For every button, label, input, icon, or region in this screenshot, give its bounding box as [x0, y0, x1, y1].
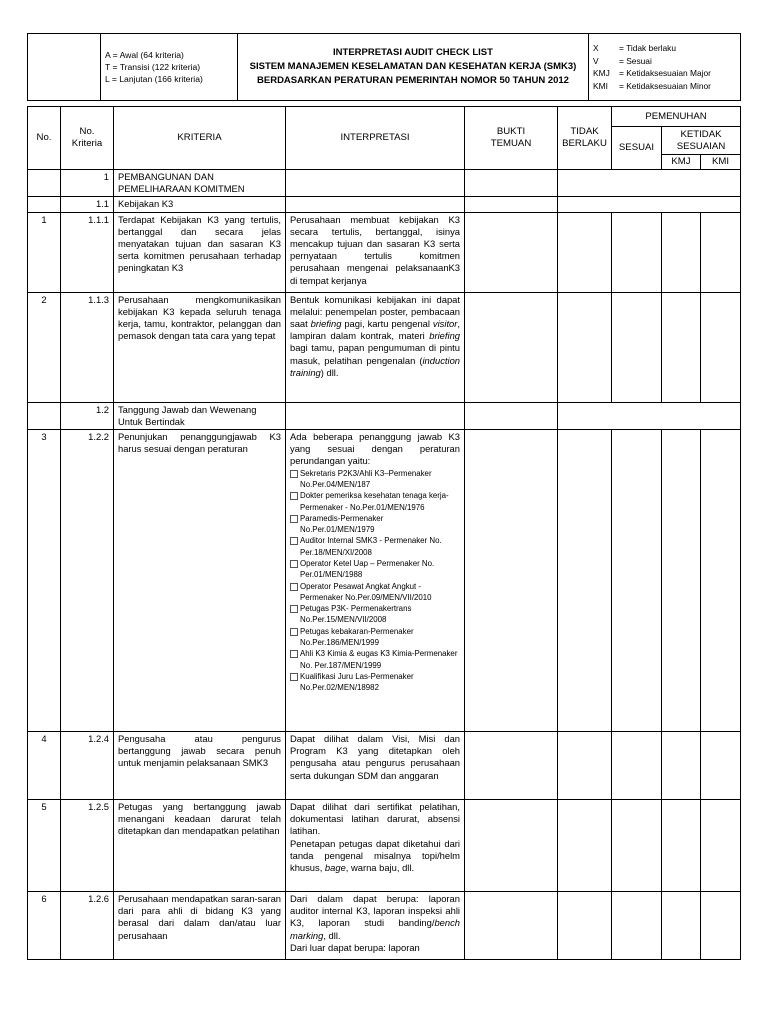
level-legend — [101, 34, 238, 101]
checkbox-icon — [290, 673, 298, 681]
col-ketidaksesuaian: KETIDAK SESUAIAN — [662, 127, 741, 155]
col-kriteria: KRITERIA — [114, 107, 286, 170]
list-item: Sekretaris P2K3/Ahli K3–Permenaker No.Per.04/MEN/187 — [290, 468, 460, 491]
header-box — [27, 33, 741, 101]
col-no: No. — [28, 107, 61, 170]
title-line-1: INTERPRETASI AUDIT CHECK LIST — [333, 47, 493, 58]
checkbox-icon — [290, 470, 298, 478]
legend-transisi: T = Transisi (122 kriteria) — [105, 62, 201, 72]
checkbox-icon — [290, 560, 298, 568]
checkbox-icon — [290, 650, 298, 658]
legend-kmj: KMJ = Ketidaksesuaian Major — [593, 68, 711, 78]
legend-kmi: KMI = Ketidaksesuaian Minor — [593, 80, 711, 91]
list-item: Operator Ketel Uap – Permenaker No. Per.01/MEN/1988 — [290, 558, 460, 581]
col-kmj: KMJ — [662, 155, 701, 170]
table-row: 4 1.2.4 Pengusaha atau pengurus bertanggung jawab secara penuh untuk menjamin pelaksanaan SMK3 Dapat dilihat dalam Visi, Misi dan Program K3 yang ditetapkan oleh pengusaha atau pengurus perusahaan serta dukungan SDM dan anggaran — [28, 732, 741, 800]
table-row: 1.2 Tanggung Jawab dan Wewenang Untuk Bertindak — [28, 402, 741, 429]
table-row: 2 1.1.3 Perusahaan mengkomunikasikan kebijakan K3 kepada seluruh tenaga kerja, tamu, kontraktor, pelanggan dan pemasok dengan tata cara yang tepat Bentuk komunikasi kebijakan ini dapat melalui: penempelan poster, pembacaan saat briefing pagi, kartu pengenal visitor, lampiran dalam kontrak, materi briefing bagi tamu, papan pengumuman di pintu masuk, pelatihan pengenalan (induction training) dll. — [28, 292, 741, 402]
list-item: Ahli K3 Kimia & eugas K3 Kimia-Permenaker No. Per.187/MEN/1999 — [290, 648, 460, 671]
col-no-kriteria: No. Kriteria — [61, 107, 114, 170]
list-item: Operator Pesawat Angkat Angkut - Permenaker No.Per.09/MEN/VII/2010 — [290, 581, 460, 604]
table-row: 1 1.1.1 Terdapat Kebijakan K3 yang tertulis, bertanggal dan secara jelas menyatakan tujuan dan sasaran K3 serta komitmen perusahaan terhadap peningkatan K3 Perusahaan membuat kebijakan K3 secara tertulis, bertanggal, isinya mencakup tujuan dan sasaran K3 serta pernyataan tertulis komitmen perusahaan mengenai pelaksanaanK3 di tempat kerjanya — [28, 212, 741, 292]
list-item: Kualifikasi Juru Las-Permenaker No.Per.02/MEN/18982 — [290, 671, 460, 694]
table-row: 1 PEMBANGUNAN DAN PEMELIHARAAN KOMITMEN — [28, 170, 741, 197]
table-row: 1.1 Kebijakan K3 — [28, 197, 741, 212]
checkbox-icon — [290, 605, 298, 613]
col-kmi: KMI — [701, 155, 741, 170]
checklist-table — [27, 106, 741, 960]
header-blank-cell — [28, 34, 101, 101]
interpretasi-cell: Dapat dilihat dari sertifikat pelatihan, dokumentasi latihan darurat, absensi latihan. Penetapan petugas dapat diketahui dari tanda pengenal misalnya topi/helm khusus, bage, warna baju, dll. — [286, 800, 465, 892]
legend-x: X = Tidak berlaku — [593, 43, 677, 53]
regulation-list — [290, 468, 460, 694]
list-item: Petugas P3K- Permenakertrans No.Per.15/MEN/VII/2008 — [290, 603, 460, 626]
checkbox-icon — [290, 537, 298, 545]
interpretasi-cell: Dari dalam dapat berupa: laporan auditor internal K3, laporan inspeksi ahli K3, laporan studi banding/bench marking, dll. Dari luar dapat berupa: laporan — [286, 892, 465, 960]
title-line-3: BERDASARKAN PERATURAN PEMERINTAH NOMOR 50 TAHUN 2012 — [257, 75, 569, 86]
interpretasi-cell: Ada beberapa penanggung jawab K3 yang sesuai dengan peraturan perundangan yaitu: Sekretaris P2K3/Ahli K3–Permenaker No.Per.04/MEN/187 Dokter pemeriksa kesehatan tenaga kerja-Permenaker - No.Per.01/MEN/1976 Paramedis-Permenaker No.Per.01/MEN/1979 Auditor Internal SMK3 - Permenaker No. Per.18/MEN/XI/2008 Operator Ketel Uap – Permenaker No. Per.01/MEN/1988 Operator Pesawat Angkat Angkut - Permenaker No.Per.09/MEN/VII/2010 Petugas P3K- Permenakertrans No.Per.15/MEN/VII/2008 Petugas kebakaran-Permenaker No.Per.186/MEN/1999 Ahli K3 Kimia & eugas K3 Kimia-Permenaker No. Per.187/MEN/1999 Kualifikasi Juru Las-Permenaker No.Per.02/MEN/18982 — [286, 430, 465, 732]
title-line-2: SISTEM MANAJEMEN KESELAMATAN DAN KESEHATAN KERJA (SMK3) — [249, 61, 577, 72]
checkbox-icon — [290, 628, 298, 636]
checkbox-icon — [290, 492, 298, 500]
legend-v: V = Sesuai — [593, 55, 652, 66]
interpretasi-cell: Bentuk komunikasi kebijakan ini dapat melalui: penempelan poster, pembacaan saat briefing pagi, kartu pengenal visitor, lampiran dalam kontrak, materi briefing bagi tamu, papan pengumuman di pintu masuk, pelatihan pengenalan (induction training) dll. — [286, 292, 465, 402]
col-tidak-berlaku: TIDAK BERLAKU — [558, 107, 612, 170]
list-item: Auditor Internal SMK3 - Permenaker No. Per.18/MEN/XI/2008 — [290, 535, 460, 558]
table-row: 6 1.2.6 Perusahaan mendapatkan saran-saran dari para ahli di bidang K3 yang berasal dari dalam dan/atau luar perusahaan Dari dalam dapat berupa: laporan auditor internal K3, laporan inspeksi ahli K3, laporan studi banding/bench marking, dll. Dari luar dapat berupa: laporan — [28, 892, 741, 960]
status-legend — [589, 34, 741, 101]
col-bukti-temuan: BUKTI TEMUAN — [465, 107, 558, 170]
document-title — [238, 34, 589, 101]
checkbox-icon — [290, 515, 298, 523]
col-interpretasi: INTERPRETASI — [286, 107, 465, 170]
list-item: Petugas kebakaran-Permenaker No.Per.186/MEN/1999 — [290, 626, 460, 649]
legend-awal: A = Awal (64 kriteria) — [105, 50, 184, 60]
col-pemenuhan: PEMENUHAN — [612, 107, 741, 127]
legend-lanjutan: L = Lanjutan (166 kriteria) — [105, 74, 203, 84]
list-item: Dokter pemeriksa kesehatan tenaga kerja-Permenaker - No.Per.01/MEN/1976 — [290, 490, 460, 513]
table-row: 3 1.2.2 Penunjukan penanggungjawab K3 harus sesuai dengan peraturan Ada beberapa penanggung jawab K3 yang sesuai dengan peraturan perundangan yaitu: Sekretaris P2K3/Ahli K3–Permenaker No.Per.04/MEN/187 Dokter pemeriksa kesehatan tenaga kerja-Permenaker - No.Per.01/MEN/1976 Paramedis-Permenaker No.Per.01/MEN/1979 Auditor Internal SMK3 - Permenaker No. Per.18/MEN/XI/2008 Operator Ketel Uap – Permenaker No. Per.01/MEN/1988 Operator Pesawat Angkat Angkut - Permenaker No.Per.09/MEN/VII/2010 Petugas P3K- Permenakertrans No.Per.15/MEN/VII/2008 Petugas kebakaran-Permenaker No.Per.186/MEN/1999 Ahli K3 Kimia & eugas K3 Kimia-Permenaker No. Per.187/MEN/1999 Kualifikasi Juru Las-Permenaker No.Per.02/MEN/18982 — [28, 430, 741, 732]
list-item: Paramedis-Permenaker No.Per.01/MEN/1979 — [290, 513, 460, 536]
checkbox-icon — [290, 583, 298, 591]
table-row: 5 1.2.5 Petugas yang bertanggung jawab menangani keadaan darurat telah ditetapkan dan mendapatkan pelatihan Dapat dilihat dari sertifikat pelatihan, dokumentasi latihan darurat, absensi latihan. Penetapan petugas dapat diketahui dari tanda pengenal misalnya topi/helm khusus, bage, warna baju, dll. — [28, 800, 741, 892]
col-sesuai: SESUAI — [612, 127, 662, 170]
